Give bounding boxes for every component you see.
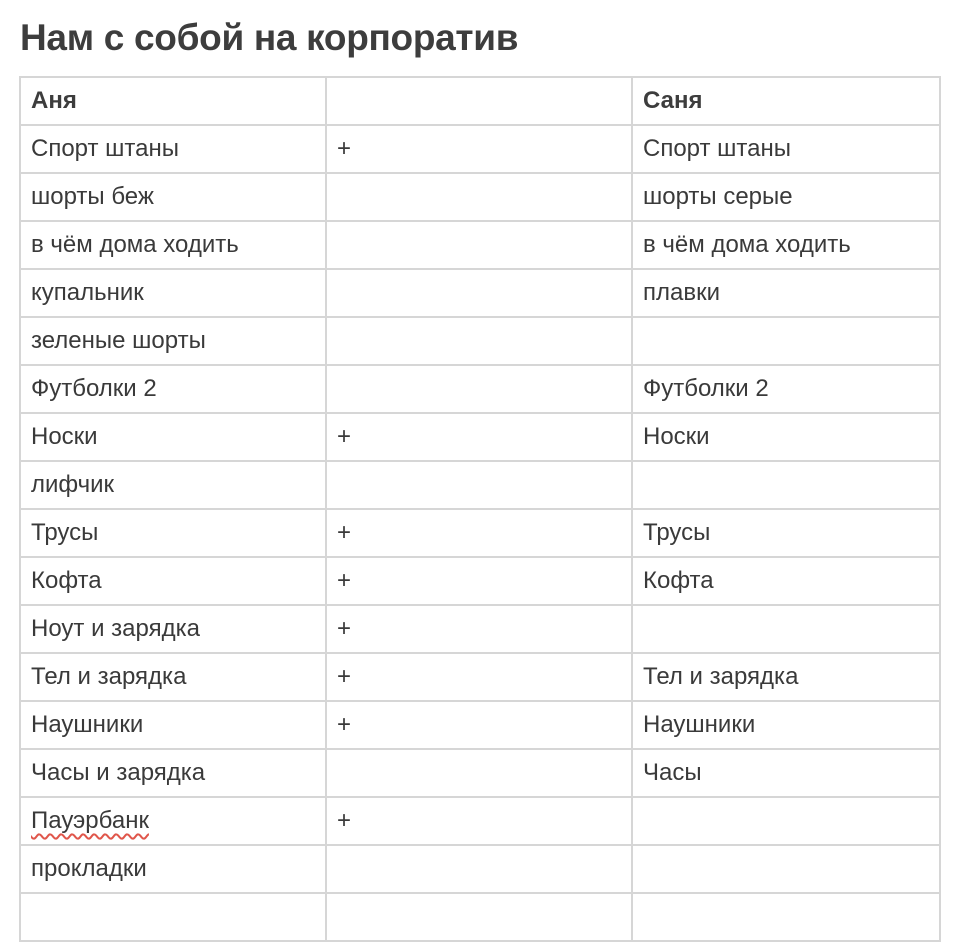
cell-text: зеленые шорты bbox=[31, 327, 206, 354]
cell-packed-mark[interactable] bbox=[326, 845, 632, 893]
cell-text: в чём дома ходить bbox=[31, 231, 239, 258]
document-table-container bbox=[19, 76, 939, 942]
cell-text: + bbox=[337, 519, 352, 546]
table-row bbox=[20, 605, 940, 653]
cell-packed-mark[interactable] bbox=[326, 317, 632, 365]
cell-text: Наушники bbox=[31, 711, 144, 738]
header-cell-anya[interactable]: Аня bbox=[20, 77, 326, 125]
cell-text: Трусы bbox=[31, 519, 99, 546]
table-row bbox=[20, 269, 940, 317]
cell-text: Футболки 2 bbox=[31, 375, 157, 402]
cell-text: Трусы bbox=[643, 519, 711, 546]
cell-sanya-item[interactable] bbox=[632, 461, 940, 509]
table-row bbox=[20, 509, 940, 557]
header-cell-sanya[interactable]: Саня bbox=[632, 77, 940, 125]
cell-text: Тел и зарядка bbox=[31, 663, 187, 690]
table-row bbox=[20, 845, 940, 893]
cell-packed-mark[interactable] bbox=[326, 461, 632, 509]
cell-text: Наушники bbox=[643, 711, 756, 738]
cell-sanya-item[interactable] bbox=[632, 605, 940, 653]
cell-sanya-item[interactable] bbox=[632, 701, 940, 749]
cell-anya-item[interactable] bbox=[20, 125, 326, 173]
cell-anya-item[interactable] bbox=[20, 173, 326, 221]
cell-packed-mark[interactable] bbox=[326, 509, 632, 557]
table-row bbox=[20, 749, 940, 797]
cell-sanya-item[interactable] bbox=[632, 365, 940, 413]
cell-packed-mark[interactable] bbox=[326, 125, 632, 173]
page-title: Нам с собой на корпоратив bbox=[20, 17, 519, 58]
cell-text: Кофта bbox=[643, 567, 714, 594]
cell-anya-item[interactable] bbox=[20, 413, 326, 461]
cell-packed-mark[interactable] bbox=[326, 653, 632, 701]
table-row bbox=[20, 557, 940, 605]
cell-text: Носки bbox=[31, 423, 98, 450]
cell-anya-item[interactable] bbox=[20, 557, 326, 605]
cell-sanya-item[interactable] bbox=[632, 317, 940, 365]
cell-anya-item[interactable] bbox=[20, 509, 326, 557]
packing-list-table[interactable] bbox=[19, 76, 941, 942]
cell-text: + bbox=[337, 663, 352, 690]
cell-anya-item[interactable] bbox=[20, 701, 326, 749]
cell-text: Часы и зарядка bbox=[31, 759, 206, 786]
cell-text: Кофта bbox=[31, 567, 102, 594]
cell-anya-item[interactable] bbox=[20, 605, 326, 653]
cell-text: Спорт штаны bbox=[31, 135, 179, 162]
table-row bbox=[20, 461, 940, 509]
cell-anya-item[interactable] bbox=[20, 797, 326, 845]
table-row bbox=[20, 173, 940, 221]
cell-text: Тел и зарядка bbox=[643, 663, 799, 690]
cell-packed-mark[interactable] bbox=[326, 269, 632, 317]
cell-packed-mark[interactable] bbox=[326, 701, 632, 749]
table-row bbox=[20, 221, 940, 269]
cell-text: лифчик bbox=[31, 471, 115, 498]
cell-text: + bbox=[337, 711, 352, 738]
cell-anya-item[interactable] bbox=[20, 461, 326, 509]
cell-packed-mark[interactable] bbox=[326, 413, 632, 461]
cell-text: шорты беж bbox=[31, 183, 154, 210]
table-row bbox=[20, 125, 940, 173]
cell-text: прокладки bbox=[31, 855, 147, 882]
table-row bbox=[20, 317, 940, 365]
cell-packed-mark[interactable] bbox=[326, 365, 632, 413]
table-header-row bbox=[20, 77, 940, 125]
table-row bbox=[20, 365, 940, 413]
table-row bbox=[20, 797, 940, 845]
cell-packed-mark[interactable] bbox=[326, 749, 632, 797]
cell-sanya-item[interactable] bbox=[632, 509, 940, 557]
cell-packed-mark[interactable] bbox=[326, 173, 632, 221]
cell-text: + bbox=[337, 567, 352, 594]
cell-anya-item[interactable] bbox=[20, 317, 326, 365]
cell-packed-mark[interactable] bbox=[326, 605, 632, 653]
cell-text: Футболки 2 bbox=[643, 375, 769, 402]
cell-text: плавки bbox=[643, 279, 721, 306]
cell-sanya-item[interactable] bbox=[632, 173, 940, 221]
table-row bbox=[20, 653, 940, 701]
spellcheck-flagged-text: Пауэрбанк bbox=[31, 807, 149, 834]
cell-sanya-item[interactable] bbox=[632, 269, 940, 317]
cell-text: Ноут и зарядка bbox=[31, 615, 200, 642]
cell-sanya-item[interactable] bbox=[632, 653, 940, 701]
cell-text: Часы bbox=[643, 759, 702, 786]
cell-text: Носки bbox=[643, 423, 710, 450]
table-row bbox=[20, 701, 940, 749]
cell-anya-item[interactable] bbox=[20, 269, 326, 317]
cell-text: шорты серые bbox=[643, 183, 793, 210]
cell-sanya-item[interactable] bbox=[632, 749, 940, 797]
table-row bbox=[20, 413, 940, 461]
cell-anya-item[interactable] bbox=[20, 653, 326, 701]
cell-anya-item[interactable] bbox=[20, 845, 326, 893]
cell-packed-mark[interactable] bbox=[326, 797, 632, 845]
cell-sanya-item[interactable] bbox=[632, 845, 940, 893]
cell-sanya-item[interactable] bbox=[632, 221, 940, 269]
cell-anya-item[interactable] bbox=[20, 221, 326, 269]
cell-text: + bbox=[337, 135, 352, 162]
cell-text: + bbox=[337, 807, 352, 834]
cell-text: + bbox=[337, 423, 352, 450]
cell-packed-mark[interactable] bbox=[326, 557, 632, 605]
cell-text: купальник bbox=[31, 279, 144, 306]
cell-packed-mark[interactable] bbox=[326, 221, 632, 269]
cell-sanya-item[interactable] bbox=[632, 125, 940, 173]
cell-text: + bbox=[337, 615, 352, 642]
cell-text: в чём дома ходить bbox=[643, 231, 851, 258]
table-body bbox=[20, 125, 940, 941]
cell-anya-item[interactable] bbox=[20, 749, 326, 797]
cell-sanya-item[interactable] bbox=[632, 413, 940, 461]
cell-sanya-item[interactable] bbox=[632, 797, 940, 845]
cell-text: Спорт штаны bbox=[643, 135, 791, 162]
cell-anya-item[interactable] bbox=[20, 365, 326, 413]
header-cell-status[interactable] bbox=[326, 77, 632, 125]
cell-sanya-item[interactable] bbox=[632, 557, 940, 605]
